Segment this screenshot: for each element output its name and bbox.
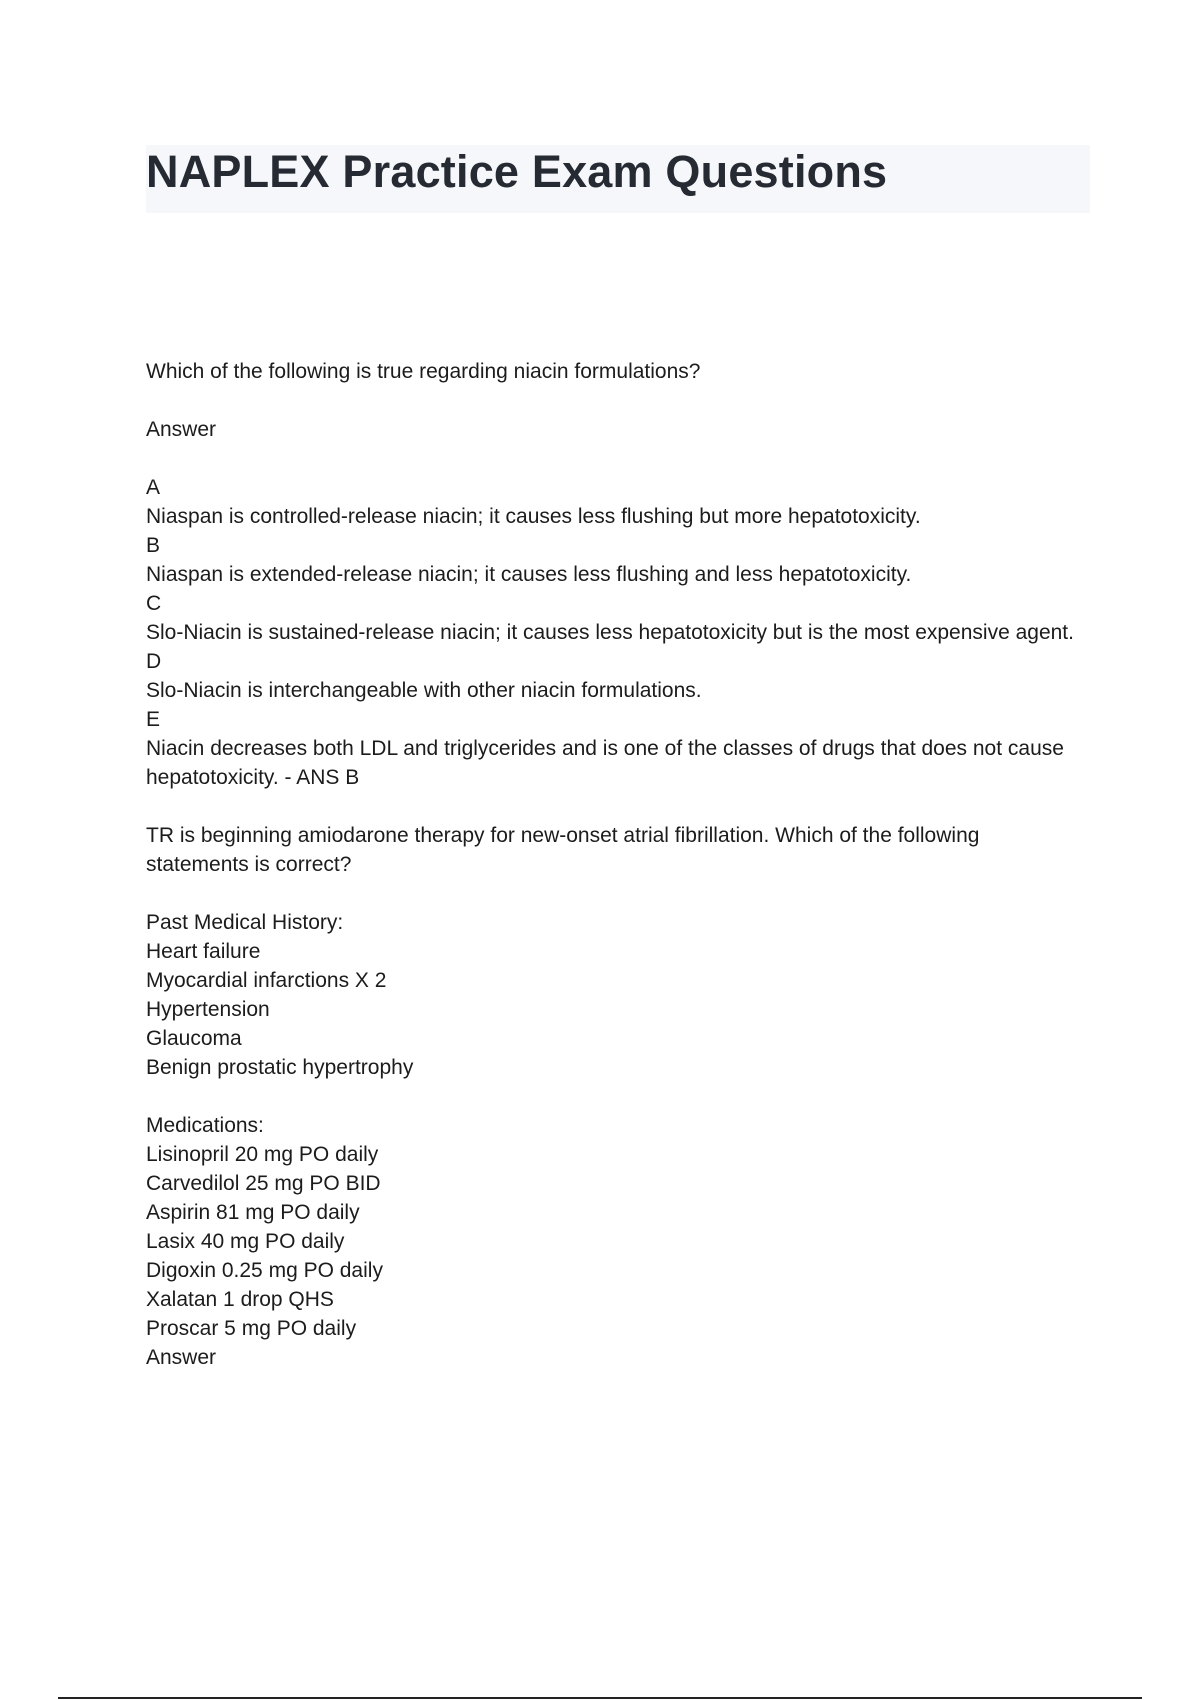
option-letter: D [146,650,162,673]
question-2 [146,821,1076,1372]
medication-item: Proscar 5 mg PO daily [146,1317,357,1340]
document-body [146,357,1076,1372]
history-heading: Past Medical History: [146,911,344,934]
history-item: Myocardial infarctions X 2 [146,969,387,992]
answer-label: Answer [146,418,217,441]
medication-item: Xalatan 1 drop QHS [146,1288,334,1311]
medication-item: Digoxin 0.25 mg PO daily [146,1259,383,1282]
option-letter: C [146,592,162,615]
question-1 [146,357,1076,792]
history-item: Benign prostatic hypertrophy [146,1056,414,1079]
option-text: Niaspan is extended-release niacin; it causes less flushing and less hepatotoxicity. [146,563,912,586]
option-letter: A [146,476,161,499]
option-text: Slo-Niacin is interchangeable with other niacin formulations. [146,679,702,702]
option-letter: B [146,534,161,557]
page-title: NAPLEX Practice Exam Questions [146,146,888,197]
medication-item: Aspirin 81 mg PO daily [146,1201,360,1224]
option-text: Niaspan is controlled-release niacin; it causes less flushing but more hepatotoxicity. [146,505,921,528]
medication-item: Lisinopril 20 mg PO daily [146,1143,379,1166]
footer-divider [58,1697,1142,1699]
option-text: Niacin decreases both LDL and triglycerides and is one of the classes of drugs that does not cause hepatotoxicity. - ANS B [146,737,1064,789]
medications-heading: Medications: [146,1114,264,1137]
history-item: Heart failure [146,940,261,963]
history-item: Hypertension [146,998,270,1021]
option-text: Slo-Niacin is sustained-release niacin; it causes less hepatotoxicity but is the most expensive agent. [146,621,1074,644]
answer-label: Answer [146,1346,217,1369]
history-item: Glaucoma [146,1027,242,1050]
medication-item: Lasix 40 mg PO daily [146,1230,345,1253]
question-stem: Which of the following is true regarding niacin formulations? [146,360,701,383]
question-stem: TR is beginning amiodarone therapy for new-onset atrial fibrillation. Which of the following statements is correct? [146,824,980,876]
medication-item: Carvedilol 25 mg PO BID [146,1172,381,1195]
option-letter: E [146,708,161,731]
